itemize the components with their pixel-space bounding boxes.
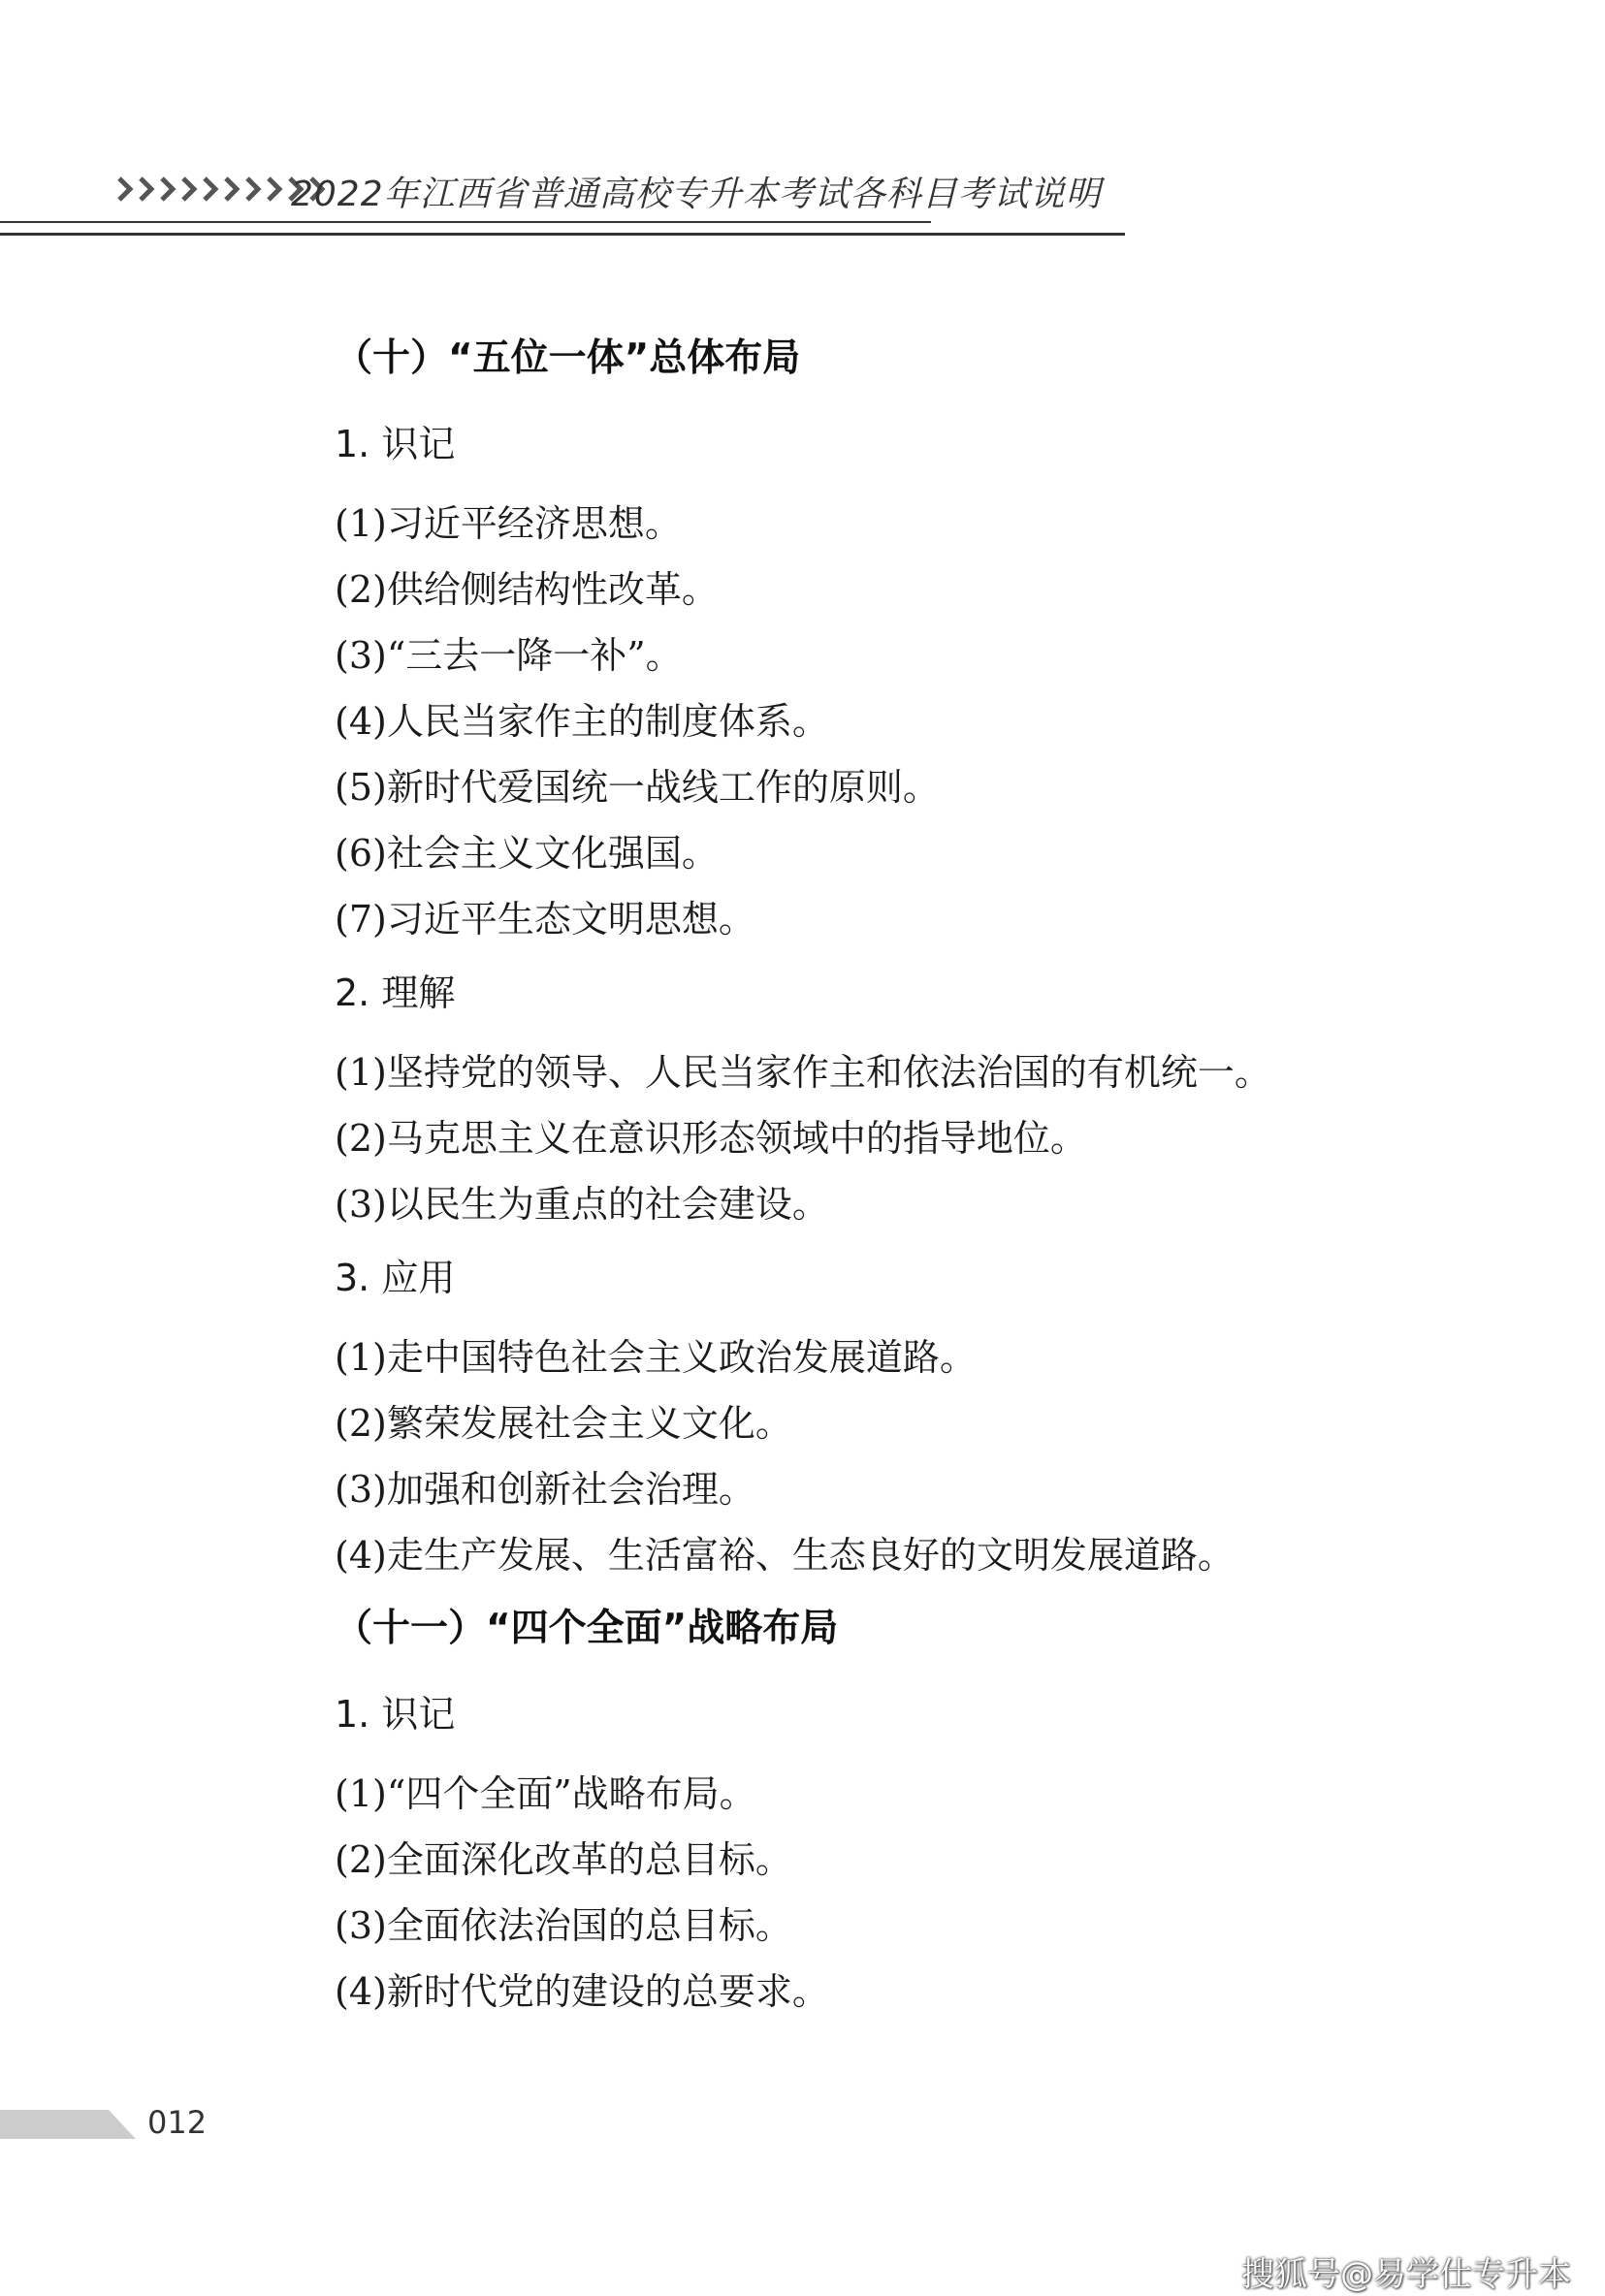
chevron-right-icon <box>221 175 242 204</box>
list-item: (2)繁荣发展社会主义文化。 <box>335 1402 792 1445</box>
list-item: (3)加强和创新社会治理。 <box>335 1468 755 1511</box>
chevron-right-icon <box>264 175 285 204</box>
list-item: (3)全面依法治国的总目标。 <box>335 1904 792 1947</box>
watermark: 搜狐号@易学仕专升本 <box>1241 2255 1571 2294</box>
page-number: 012 <box>147 2104 208 2141</box>
list-item: (5)新时代爱国统一战线工作的原则。 <box>335 766 940 809</box>
section-title: （十一）“四个全面”战略布局 <box>335 1607 839 1650</box>
list-item: (3)以民生为重点的社会建设。 <box>335 1183 829 1226</box>
subsection-heading: 1. 识记 <box>335 1693 456 1736</box>
list-item: (2)马克思主义在意识形态领域中的指导地位。 <box>335 1117 1087 1160</box>
document-body <box>335 330 1450 2036</box>
chevron-right-icon <box>242 175 264 204</box>
chevron-right-icon <box>136 175 157 204</box>
list-item: (1)习近平经济思想。 <box>335 502 682 545</box>
section-title: （十）“五位一体”总体布局 <box>335 336 801 380</box>
header-title: 2022年江西省普通高校专升本考试各科目考试说明 <box>291 175 1102 214</box>
subsection-heading: 3. 应用 <box>335 1257 456 1299</box>
list-item: (6)社会主义文化强国。 <box>335 832 719 875</box>
list-item: (2)供给侧结构性改革。 <box>335 568 719 611</box>
list-item: (1)“四个全面”战略布局。 <box>335 1772 756 1815</box>
subsection-heading: 2. 理解 <box>335 972 456 1014</box>
list-item: (7)习近平生态文明思想。 <box>335 898 755 941</box>
page-header <box>0 0 1125 242</box>
chevron-right-icon <box>157 175 178 204</box>
chevron-right-icon <box>200 175 221 204</box>
list-item: (1)走中国特色社会主义政治发展道路。 <box>335 1336 977 1379</box>
header-rule <box>0 221 931 223</box>
list-item: (4)新时代党的建设的总要求。 <box>335 1970 829 2013</box>
chevron-right-icon <box>178 175 200 204</box>
list-item: (3)“三去一降一补”。 <box>335 634 683 677</box>
list-item: (4)走生产发展、生活富裕、生态良好的文明发展道路。 <box>335 1534 1235 1577</box>
list-item: (1)坚持党的领导、人民当家作主和依法治国的有机统一。 <box>335 1051 1271 1094</box>
list-item: (4)人民当家作主的制度体系。 <box>335 700 829 743</box>
chevron-right-icon <box>114 175 136 204</box>
footer-bar-shape <box>0 2110 136 2139</box>
subsection-heading: 1. 识记 <box>335 423 456 465</box>
footer-bar <box>0 2110 136 2139</box>
header-rule-bottom <box>0 233 1125 236</box>
list-item: (2)全面深化改革的总目标。 <box>335 1838 792 1881</box>
